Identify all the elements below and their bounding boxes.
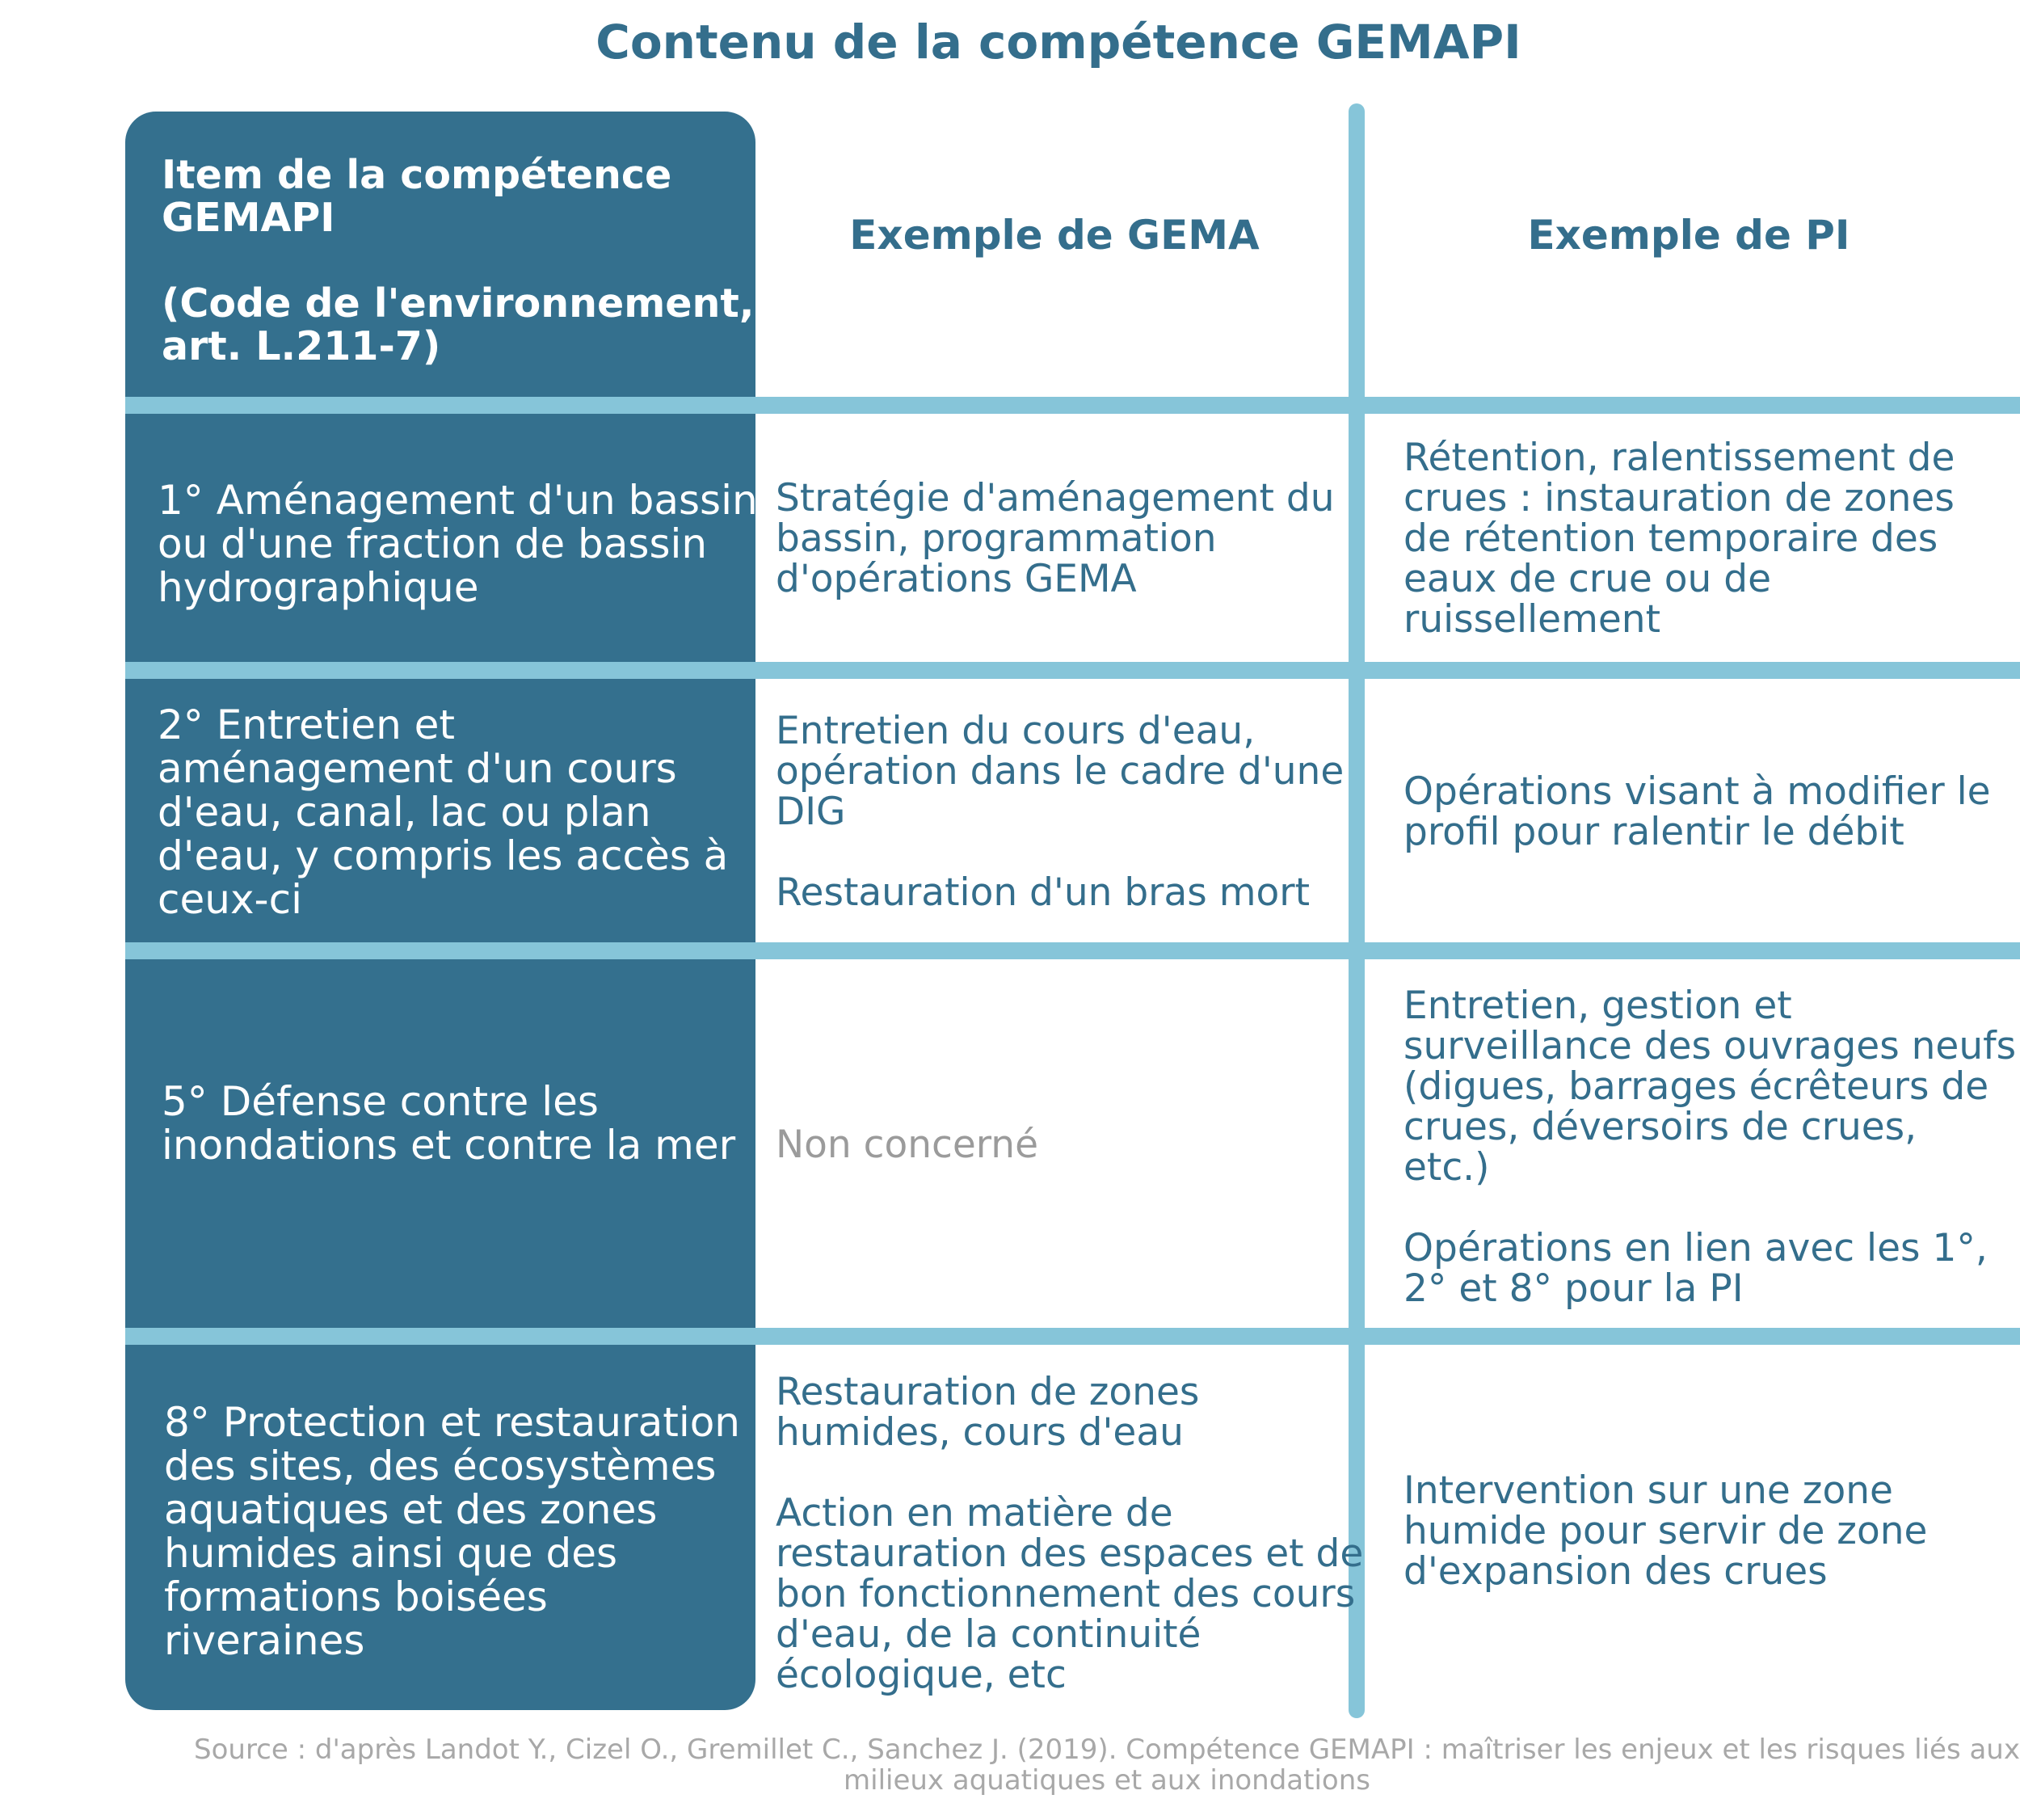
row-1-gema: Stratégie d'aménagement du bassin, programmation d'opérations GEMA: [776, 476, 1335, 601]
source-note: Source : d'après Landot Y., Cizel O., Gremillet C., Sanchez J. (2019). Compétence GEMAPI : maîtriser les enjeux et les risques liés aux milieux aquatiques et aux inondations: [194, 1734, 2020, 1797]
row-4-pi: Intervention sur une zone humide pour servir de zone d'expansion des crues: [1403, 1468, 1928, 1594]
row-2-pi: Opérations visant à modifier le profil pour ralentir le débit: [1403, 769, 1991, 854]
row-2-item: 2° Entretien et aménagement d'un cours d'eau, canal, lac ou plan d'eau, y compris les accès à ceux-ci: [158, 701, 729, 923]
row-divider: [125, 942, 2020, 959]
row-4-gema: Restauration de zones humides, cours d'eau Action en matière de restauration des espaces et de bon fonctionnement des cours d'eau, de la continuité écologique, etc: [776, 1370, 1364, 1697]
header-pi-label: Exemple de PI: [1527, 212, 1850, 259]
row-1-item: 1° Aménagement d'un bassin ou d'une fraction de bassin hydrographique: [158, 477, 758, 611]
row-1-pi: Rétention, ralentissement de crues : instauration de zones de rétention temporaire des eaux de crue ou de ruissellement: [1403, 436, 1955, 642]
page-title: Contenu de la compétence GEMAPI: [595, 15, 1521, 70]
row-2-gema: Entretien du cours d'eau, opération dans le cadre d'une DIG Restauration d'un bras mort: [776, 709, 1345, 915]
row-divider: [125, 1328, 2020, 1345]
row-divider: [125, 662, 2020, 679]
row-4-item: 8° Protection et restauration des sites, des écosystèmes aquatiques et des zones humides ainsi que des formations boisées riveraines: [164, 1399, 740, 1664]
header-item-label: Item de la compétence GEMAPI (Code de l'environnement, art. L.211-7): [162, 152, 755, 369]
header-gema-label: Exemple de GEMA: [849, 212, 1260, 259]
row-3-gema: Non concerné: [776, 1123, 1038, 1167]
row-divider: [125, 397, 2020, 414]
row-3-item: 5° Défense contre les inondations et contre la mer: [162, 1078, 736, 1169]
row-3-pi: Entretien, gestion et surveillance des ouvrages neufs (digues, barrages écrêteurs de crues, déversoirs de crues, etc.) Opérations en lien avec les 1°, 2° et 8° pour la PI: [1403, 984, 2017, 1311]
